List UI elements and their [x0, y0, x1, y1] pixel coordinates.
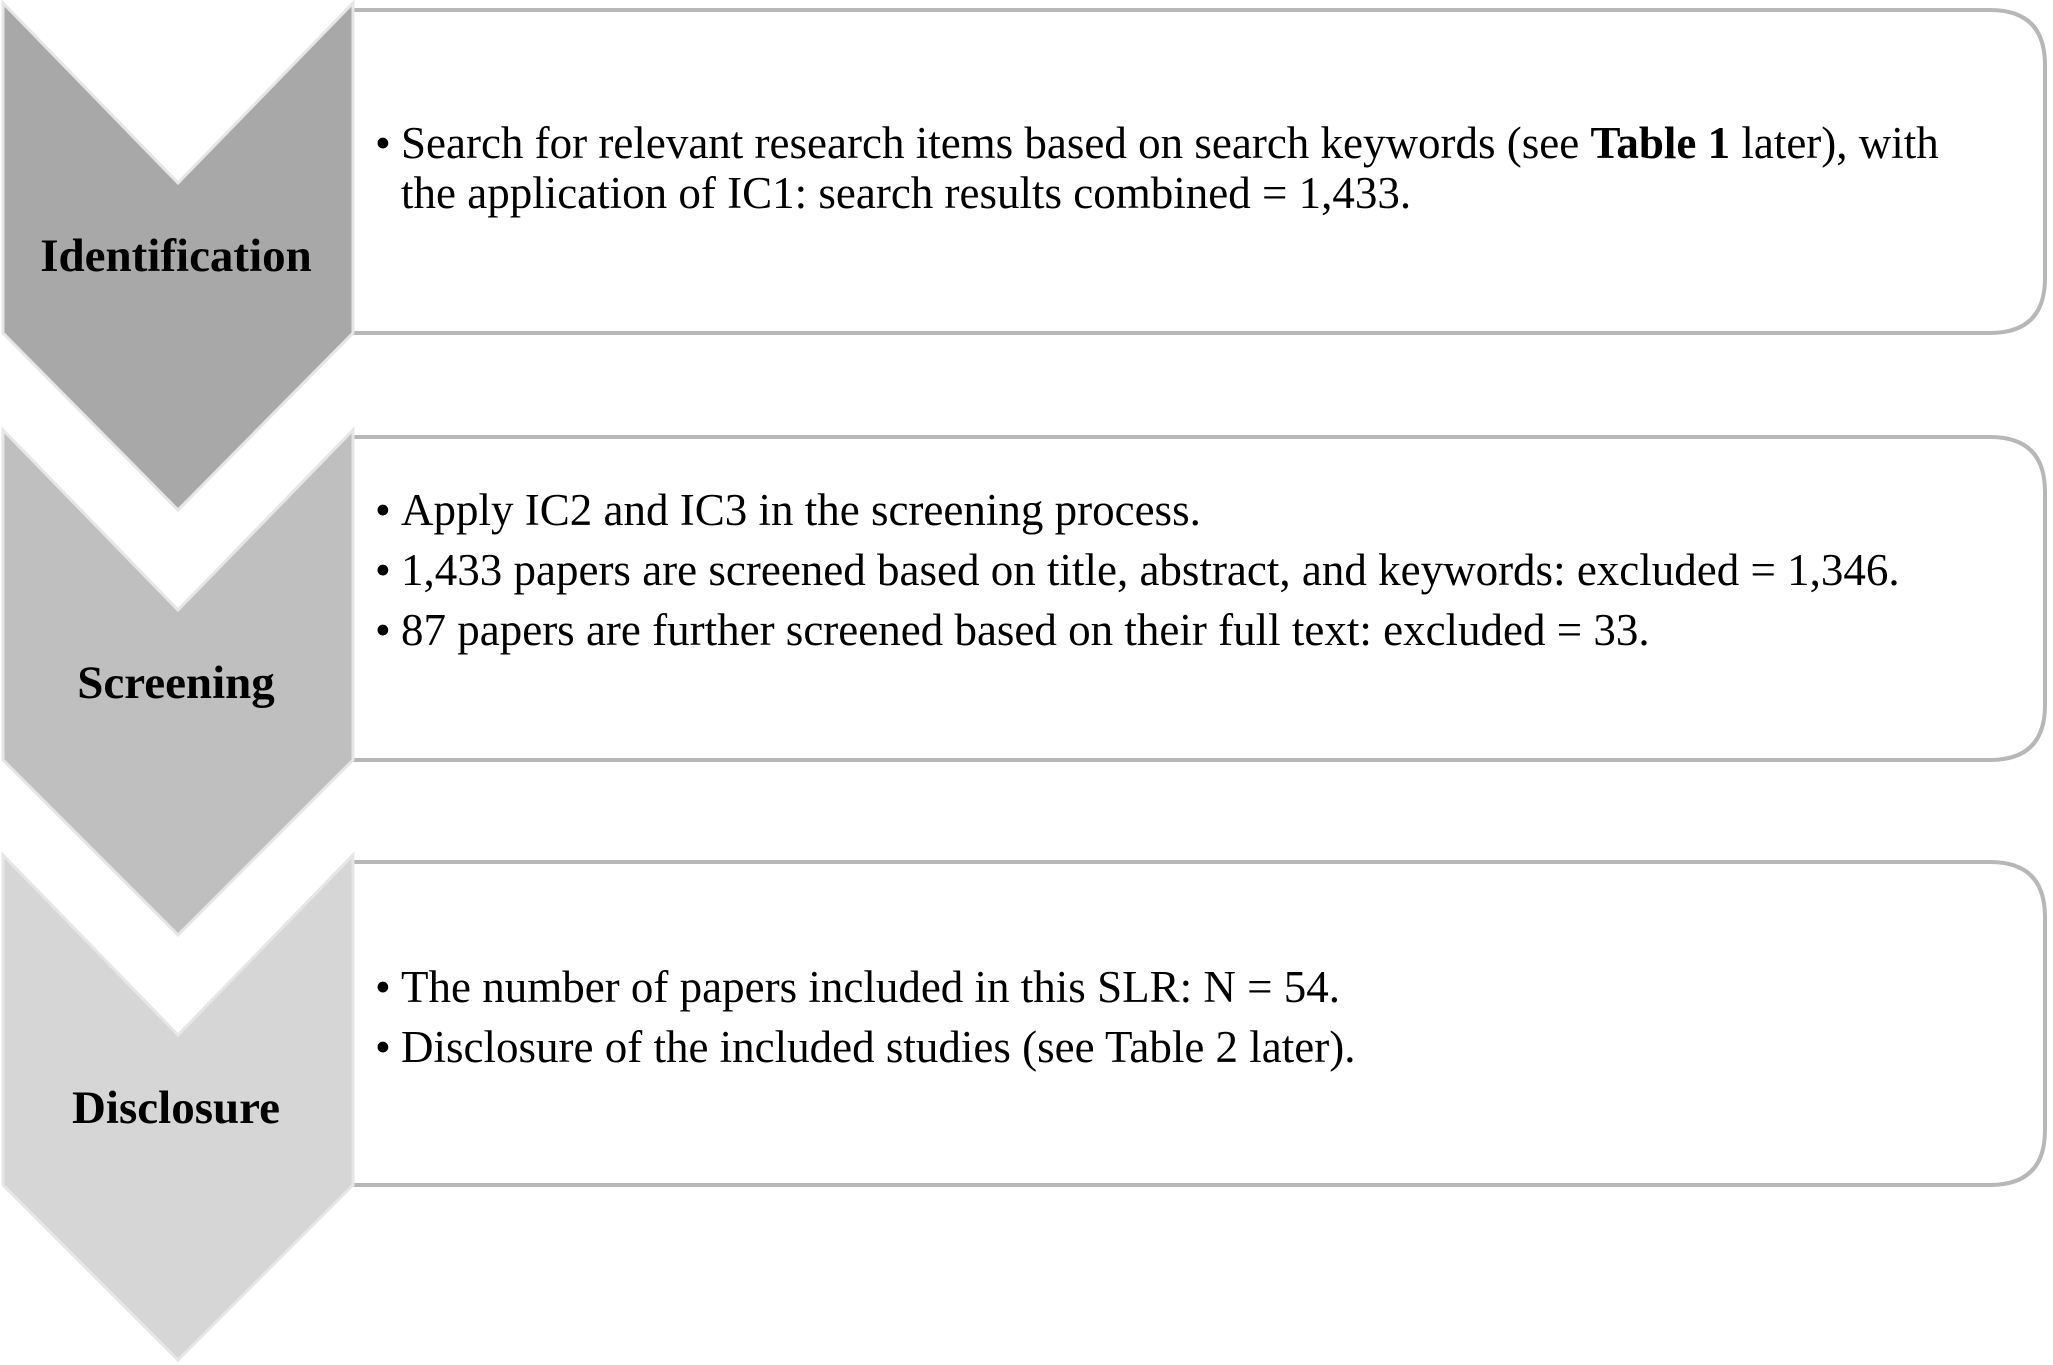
- disclosure-text: [375, 962, 1955, 1082]
- bullet-dot: •: [375, 1022, 391, 1072]
- bullet-text: 1,433 papers are screened based on title, abstract, and keywords: excluded = 1,346.: [401, 545, 1900, 595]
- disclosure-label: Disclosure: [71, 1082, 280, 1134]
- bullet-text-part: Search for relevant research items based on search keywords (see: [401, 118, 1591, 168]
- screening-bullet: [375, 545, 1955, 595]
- bullet-dot: •: [375, 485, 391, 535]
- identification-text: [375, 118, 1955, 228]
- bullet-text: 87 papers are further screened based on their full text: excluded = 33.: [401, 605, 1650, 655]
- bullet-dot: •: [375, 605, 391, 655]
- bullet-text: Disclosure of the included studies (see Table 2 later).: [401, 1022, 1356, 1072]
- bullet-dot: •: [375, 545, 391, 595]
- bullet-dot: •: [375, 118, 391, 168]
- screening-label: Screening: [77, 657, 275, 709]
- screening-bullet: [375, 485, 1955, 535]
- disclosure-bullet: [375, 1022, 1955, 1072]
- table-1-reference: Table 1: [1590, 118, 1731, 168]
- bullet-dot: •: [375, 962, 391, 1012]
- disclosure-bullet: [375, 962, 1955, 1012]
- screening-bullet: [375, 605, 1955, 655]
- screening-text: [375, 485, 1955, 665]
- identification-bullet: [375, 118, 1955, 218]
- identification-label: Identification: [40, 230, 312, 282]
- bullet-text: The number of papers included in this SLR: N = 54.: [401, 962, 1340, 1012]
- bullet-text-part: later), with the application of IC1: search results combined = 1,433.: [401, 118, 1939, 218]
- bullet-text: Apply IC2 and IC3 in the screening process.: [401, 485, 1201, 535]
